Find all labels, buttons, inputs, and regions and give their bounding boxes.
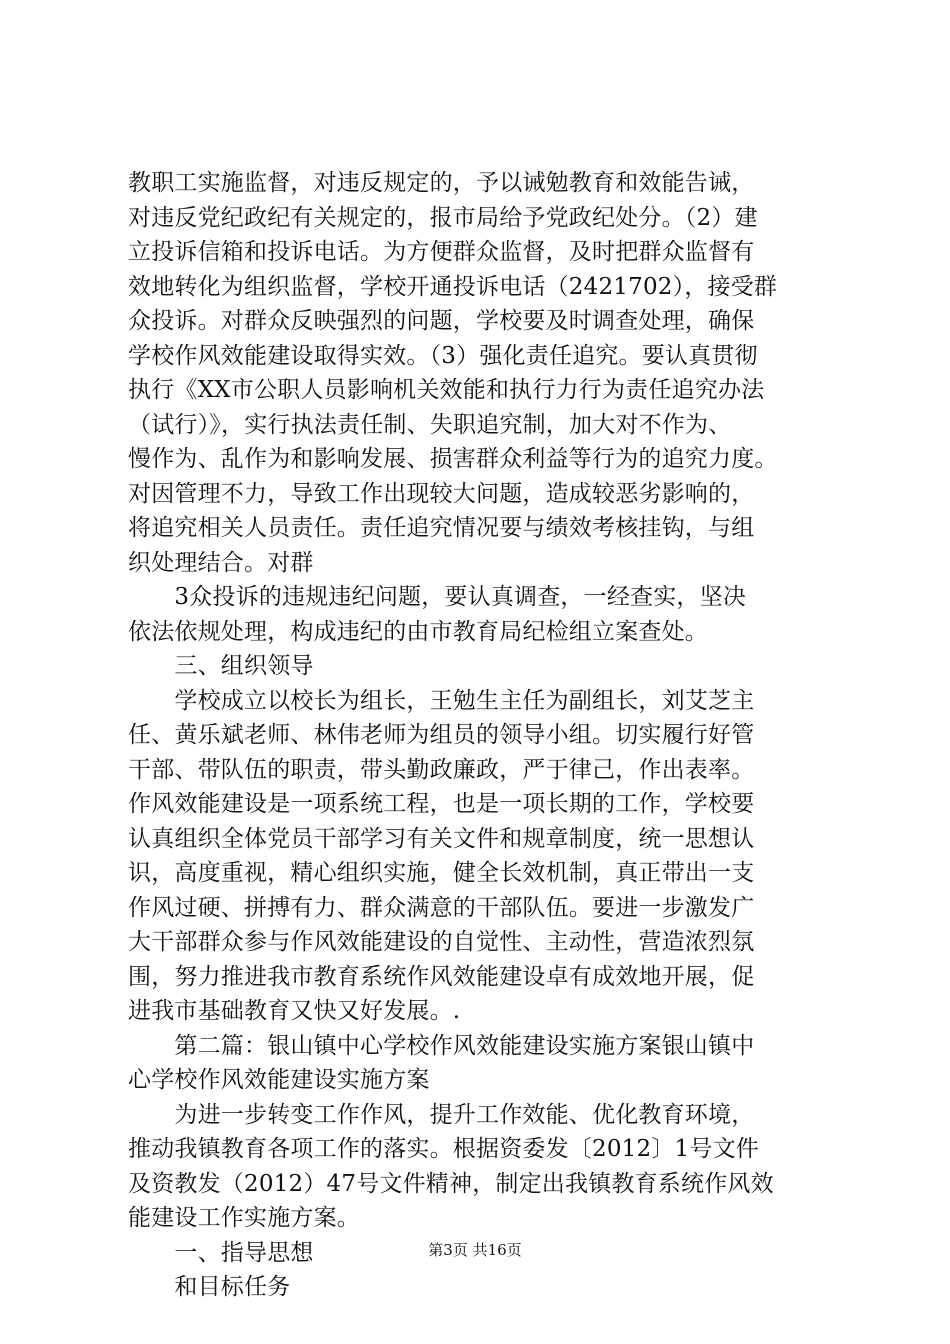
text-line: 教职工实施监督，对违反规定的，予以诫勉教育和效能告诫， (128, 170, 755, 196)
text-line: 识，高度重视，精心组织实施，健全长效机制，真正带出一支 (128, 860, 755, 886)
chapter-title-line: 第二篇：银山镇中心学校作风效能建设实施方案银山镇中 (128, 1032, 755, 1059)
text-line: 对因管理不力，导致工作出现较大问题，造成较恶劣影响的， (128, 480, 755, 507)
section-heading: 三、组织领导 (128, 653, 314, 679)
chapter-title-line: 心学校作风效能建设实施方案 (128, 1067, 430, 1093)
text-line: 依法依规处理，构成违纪的由市教育局纪检组立案查处。 (128, 618, 708, 645)
text-line: 效地转化为组织监督，学校开通投诉电话（2421702），接受群 (128, 273, 778, 300)
document-body (128, 166, 840, 1305)
text-line: 认真组织全体党员干部学习有关文件和规章制度，统一思想认 (128, 825, 755, 852)
text-line: 将追究相关人员责任。责任追究情况要与绩效考核挂钩，与组 (128, 515, 755, 541)
text-line: 任、黄乐斌老师、林伟老师为组员的领导小组。切实履行好管 (128, 722, 755, 748)
text-line: 围，努力推进我市教育系统作风效能建设卓有成效地开展，促 (128, 963, 755, 990)
text-line: 慢作为、乱作为和影响发展、损害群众利益等行为的追究力度。 (128, 446, 778, 472)
section-heading: 和目标任务 (128, 1274, 291, 1300)
text-line: 进我市基础教育又快又好发展。. (128, 998, 461, 1024)
section-heading: 一、指导思想 (128, 1239, 314, 1266)
text-line: 为进一步转变工作作风，提升工作效能、优化教育环境， (128, 1101, 755, 1128)
text-line: 对违反党纪政纪有关规定的，报市局给予党政纪处分。（2）建 (128, 204, 758, 231)
text-line: 织处理结合。对群 (128, 549, 314, 576)
text-line: 众投诉。对群众反映强烈的问题，学校要及时调查处理，确保 (128, 308, 755, 334)
text-line: 3众投诉的违规违纪问题，要认真调查，一经查实，坚决 (128, 584, 747, 610)
text-line: 执行《XX市公职人员影响机关效能和执行力行为责任追究办法 (128, 377, 765, 403)
text-line: 干部、带队伍的职责，带头勤政廉政，严于律己，作出表率。 (128, 756, 755, 783)
text-line: 立投诉信箱和投诉电话。为方便群众监督，及时把群众监督有 (128, 239, 755, 265)
text-line: 及资教发（2012）47号文件精神，制定出我镇教育系统作风效 (128, 1170, 774, 1197)
text-line: 推动我镇教育各项工作的落实。根据资委发〔2012〕1号文件 (128, 1136, 759, 1162)
text-line: 大干部群众参与作风效能建设的自觉性、主动性，营造浓烈氛 (128, 929, 755, 955)
page-number-footer: 第3页 共16页 (428, 1241, 522, 1259)
text-line: 能建设工作实施方案。 (128, 1205, 360, 1231)
text-line: （试行）》，实行执法责任制、失职追究制，加大对不作为、 (128, 411, 732, 438)
text-line: 学校成立以校长为组长，王勉生主任为副组长，刘艾芝主 (128, 687, 755, 714)
text-line: 学校作风效能建设取得实效。（3）强化责任追究。要认真贯彻 (128, 342, 758, 369)
text-line: 作风过硬、拼搏有力、群众满意的干部队伍。要进一步激发广 (128, 894, 755, 921)
text-line: 作风效能建设是一项系统工程，也是一项长期的工作，学校要 (128, 791, 755, 817)
